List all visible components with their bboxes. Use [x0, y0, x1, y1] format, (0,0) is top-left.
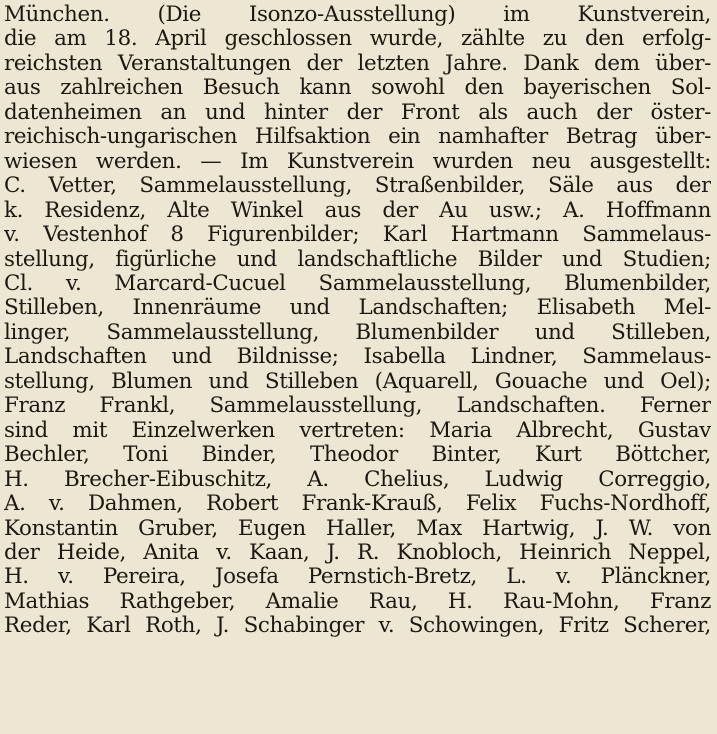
text-line: A. v. Dahmen, Robert Frank-Krauß, Felix Fuchs-Nordhoff, — [4, 492, 711, 517]
text-line: die am 18. April geschlossen wurde, zählte zu den erfolg- — [4, 27, 711, 52]
text-line: Reder, Karl Roth, J. Schabinger v. Schowingen, Fritz Scherer, — [4, 614, 711, 639]
text-line: wiesen werden. — Im Kunstverein wurden neu ausgestellt: — [4, 149, 711, 174]
text-line: Franz Frankl, Sammelausstellung, Landschaften. Ferner — [4, 394, 711, 419]
article-text — [4, 3, 711, 639]
text-line: Cl. v. Marcard-Cucuel Sammelausstellung, Blumenbilder, — [4, 271, 711, 296]
text-line: H. Brecher-Eibuschitz, A. Chelius, Ludwig Correggio, — [4, 467, 711, 492]
text-line: stellung, Blumen und Stilleben (Aquarell, Gouache und Oel); — [4, 369, 711, 394]
text-line: stellung, figürliche und landschaftliche Bilder und Studien; — [4, 247, 711, 272]
text-line: reichisch-ungarischen Hilfsaktion ein namhafter Betrag über- — [4, 125, 711, 150]
text-line: k. Residenz, Alte Winkel aus der Au usw.; A. Hoffmann — [4, 198, 711, 223]
text-line: Konstantin Gruber, Eugen Haller, Max Hartwig, J. W. von — [4, 516, 711, 541]
text-line: aus zahlreichen Besuch kann sowohl den bayerischen Sol- — [4, 76, 711, 101]
text-line: Stilleben, Innenräume und Landschaften; Elisabeth Mel- — [4, 296, 711, 321]
text-line: datenheimen an und hinter der Front als auch der öster- — [4, 100, 711, 125]
text-line: sind mit Einzelwerken vertreten: Maria Albrecht, Gustav — [4, 418, 711, 443]
text-line: Mathias Rathgeber, Amalie Rau, H. Rau-Mohn, Franz — [4, 589, 711, 614]
text-line: München. (Die Isonzo-Ausstellung) im Kunstverein, — [4, 3, 711, 27]
text-line: reichsten Veranstaltungen der letzten Jahre. Dank dem über- — [4, 51, 711, 76]
text-line: H. v. Pereira, Josefa Pernstich-Bretz, L. v. Plänckner, — [4, 565, 711, 590]
text-line: der Heide, Anita v. Kaan, J. R. Knobloch, Heinrich Neppel, — [4, 540, 711, 565]
text-line: linger, Sammelausstellung, Blumenbilder und Stilleben, — [4, 320, 711, 345]
text-line: v. Vestenhof 8 Figurenbilder; Karl Hartmann Sammelaus- — [4, 223, 711, 248]
text-line: Landschaften und Bildnisse; Isabella Lindner, Sammelaus- — [4, 345, 711, 370]
text-line: C. Vetter, Sammelausstellung, Straßenbilder, Säle aus der — [4, 174, 711, 199]
text-line: Bechler, Toni Binder, Theodor Binter, Kurt Böttcher, — [4, 443, 711, 468]
